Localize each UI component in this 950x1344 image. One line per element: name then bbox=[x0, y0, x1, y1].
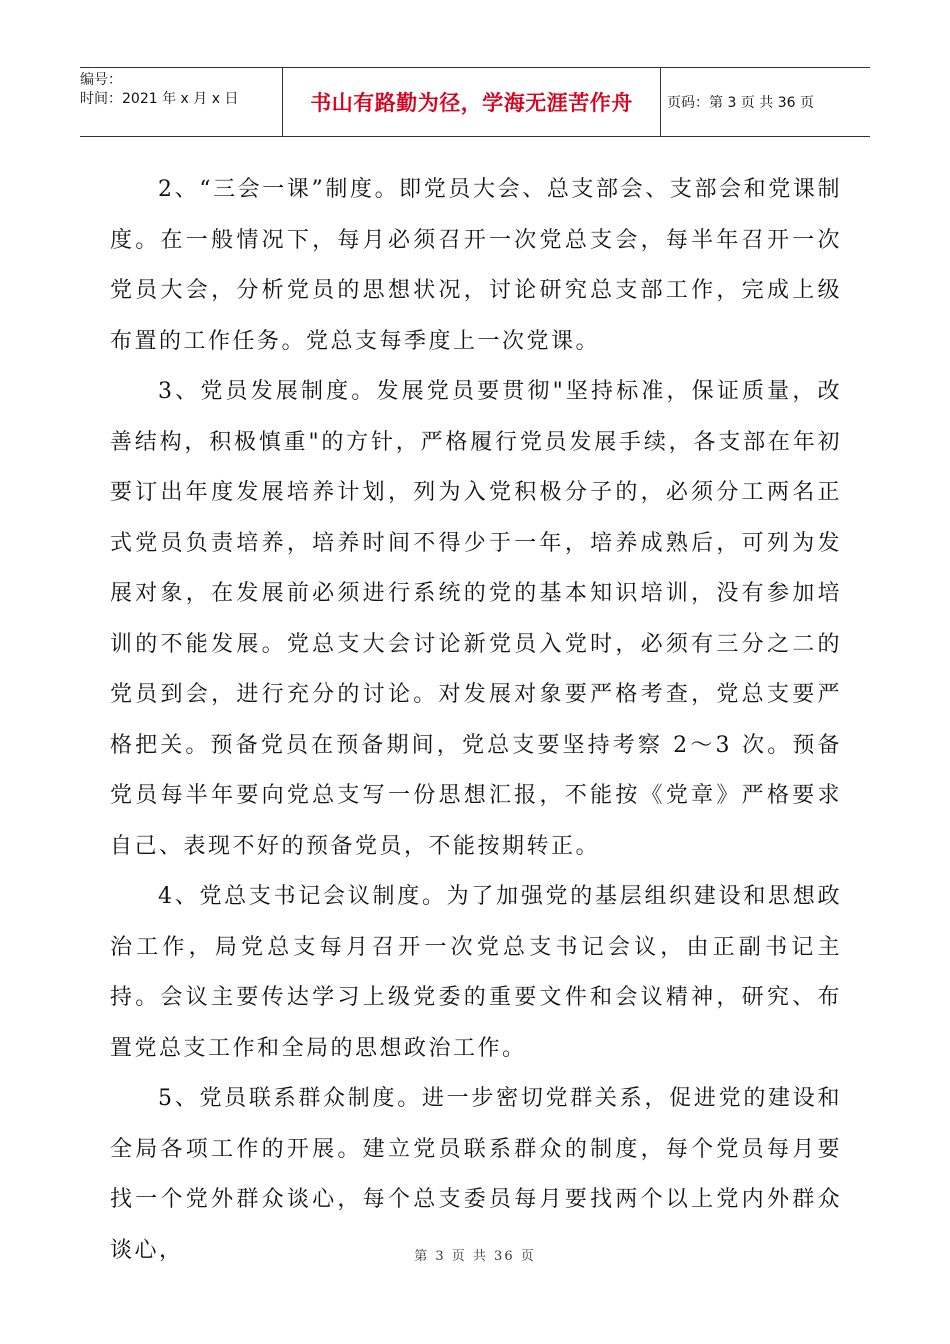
header-slogan: 书山有路勤为径，学海无涯苦作舟 bbox=[283, 68, 661, 136]
paragraph-mass-contact: 5、党员联系群众制度。进一步密切党群关系，促进党的建设和全局各项工作的开展。建立党员联系群众的制度，每个党员每月要找一个党外群众谈心，每个总支委员每月要找两个以上党内外群众谈心， bbox=[110, 1086, 842, 1263]
document-body bbox=[110, 165, 842, 1276]
paragraph-secretary-meeting: 4、党总支书记会议制度。为了加强党的基层组织建设和思想政治工作，局党总支每月召开一次党总支书记会议，由正副书记主持。会议主要传达学习上级党委的重要文件和会议精神，研究、布置党总支工作和全局的思想政治工作。 bbox=[110, 884, 842, 1061]
header-info-cell bbox=[80, 68, 283, 136]
page-header bbox=[80, 67, 870, 137]
paragraph-three-meetings: 2、“三会一课”制度。即党员大会、总支部会、支部会和党课制度。在一般情况下，每月必须召开一次党总支会，每半年召开一次党员大会，分析党员的思想状况，讨论研究总支部工作，完成上级布置的工作任务。党总支每季度上一次党课。 bbox=[110, 177, 842, 354]
document-time-label: 时间：2021 年 x 月 x 日 bbox=[80, 91, 239, 107]
document-number-label: 编号： bbox=[80, 72, 122, 88]
page-footer: 第 3 页 共 36 页 bbox=[414, 1249, 536, 1264]
paragraph-member-development: 3、党员发展制度。发展党员要贯彻"坚持标准，保证质量，改善结构，积极慎重"的方针，严格履行党员发展手续，各支部在年初要订出年度发展培养计划，列为入党积极分子的，必须分工两名正式党员负责培养，培养时间不得少于一年，培养成熟后，可列为发展对象，在发展前必须进行系统的党的基本知识培训，没有参加培训的不能发展。党总支大会讨论新党员入党时，必须有三分之二的党员到会，进行充分的讨论。对发展对象要严格考查，党总支要严格把关。预备党员在预备期间，党总支要坚持考察 2～3 次。预备党员每半年要向党总支写一份思想汇报，不能按《党章》严格要求自己、表现不好的预备党员，不能按期转正。 bbox=[110, 379, 842, 859]
header-page-info: 页码：第 3 页 共 36 页 bbox=[667, 95, 814, 111]
